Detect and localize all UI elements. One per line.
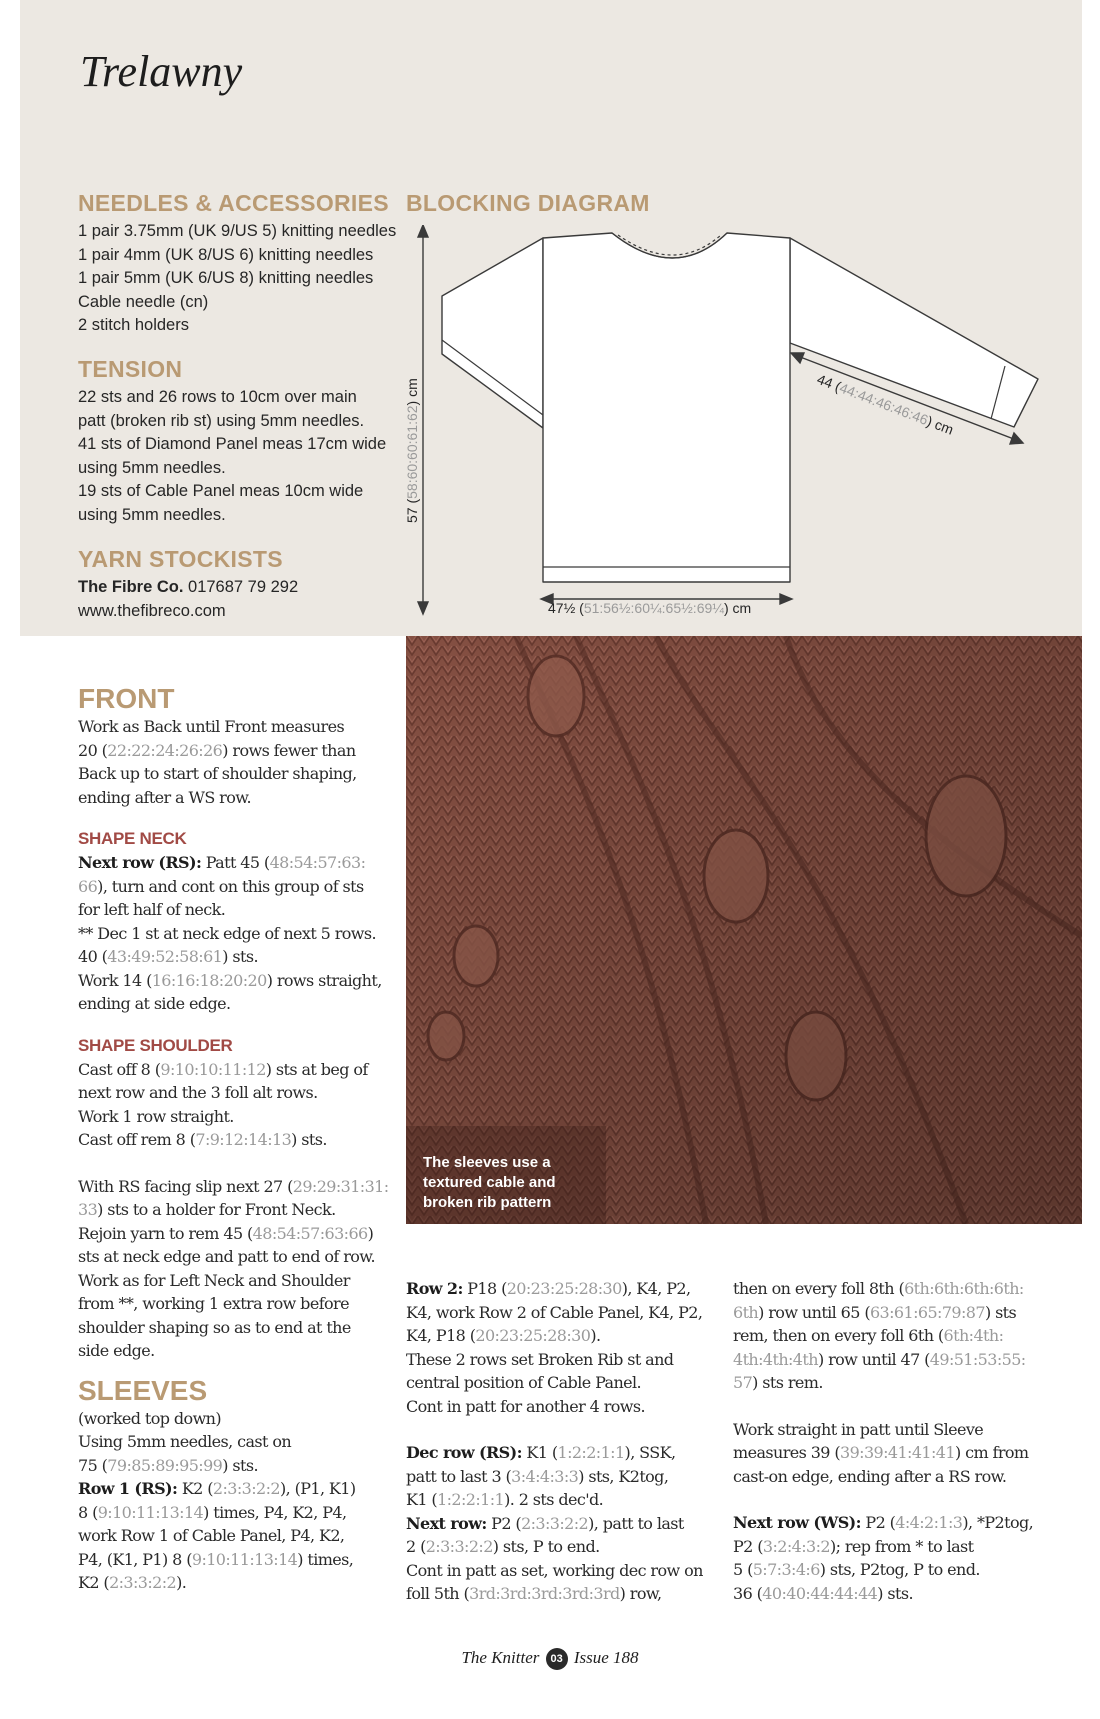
text-line	[78, 1105, 398, 1129]
text-line	[78, 875, 398, 899]
text-segment: Back up to start of shoulder shaping,	[78, 764, 357, 783]
size-values: 2:3:3:2:2	[109, 1573, 177, 1592]
text-segment: ) sts, P to end.	[492, 1537, 600, 1556]
text-segment: 20 (	[78, 740, 108, 760]
needles-list	[78, 220, 408, 338]
text-segment: These 2 rows set Broken Rib st and	[406, 1349, 674, 1369]
text-segment: sts at neck edge and patt to end of row.	[78, 1247, 375, 1266]
text-segment: ) sts.	[222, 947, 258, 966]
size-values: 48:54:57:63:66	[252, 1223, 368, 1243]
tension-heading: TENSION	[78, 356, 183, 382]
text-line	[78, 1081, 398, 1105]
text-segment: ) times, P4, K2, P4,	[203, 1502, 347, 1522]
text-line	[78, 992, 398, 1016]
text-segment: P2 (	[733, 1536, 763, 1556]
issue-number: Issue 188	[573, 1648, 639, 1667]
size-values: 3rd:3rd:3rd:3rd:3rd	[469, 1584, 620, 1603]
text-line	[406, 1488, 726, 1512]
size-values: 39:39:41:41:41	[840, 1443, 955, 1462]
size-values: 6th	[733, 1302, 759, 1322]
text-line	[78, 1128, 398, 1152]
sleeves-heading: SLEEVES	[78, 1374, 208, 1406]
text-segment: P4, (K1, P1) 8 (	[78, 1549, 192, 1569]
text-segment: K4, work Row 2 of Cable Panel, K4, P2,	[406, 1302, 703, 1322]
size-values: 20:23:25:28:30	[475, 1326, 591, 1345]
bold-label: Next row (RS):	[78, 853, 202, 872]
text-segment: 5 (	[733, 1560, 753, 1579]
shape-neck-heading: SHAPE NECK	[78, 829, 187, 848]
text-segment: ) sts	[984, 1302, 1017, 1322]
text-line	[78, 1339, 398, 1363]
size-values: 2:3:3:2:2	[521, 1513, 589, 1533]
text-line	[78, 1548, 398, 1572]
text-segment: ) rows straight,	[266, 970, 382, 990]
text-line	[78, 1175, 398, 1199]
text-segment: )	[367, 1223, 374, 1243]
text-segment: foll 5th (	[406, 1584, 470, 1603]
text-segment: 75 (	[78, 1455, 108, 1475]
page-footer	[0, 1648, 1100, 1670]
tension-line: patt (broken rib st) using 5mm needles.	[78, 411, 365, 430]
size-values: 5:7:3:4:6	[752, 1560, 820, 1579]
bold-label: Dec row (RS):	[406, 1443, 522, 1462]
size-values: 3:4:4:3:3	[511, 1466, 579, 1486]
text-line	[78, 1524, 398, 1548]
text-segment: ) sts, K2tog,	[578, 1466, 669, 1486]
next-row-text	[733, 1511, 1073, 1605]
bold-label: Row 2:	[406, 1279, 463, 1298]
text-line	[78, 898, 398, 922]
text-line	[733, 1371, 1073, 1395]
text-line	[733, 1465, 1073, 1489]
needles-item: 1 pair 5mm (UK 6/US 8) knitting needles	[78, 269, 374, 287]
text-segment: Work 14 (	[78, 970, 152, 990]
size-values: 2:3:3:2:2	[425, 1537, 493, 1556]
sleeve-column-3	[733, 1277, 1073, 1605]
text-line	[733, 1324, 1073, 1348]
text-segment: ). 2 sts dec'd.	[504, 1490, 604, 1509]
text-segment: patt to last 3 (	[406, 1466, 512, 1486]
text-segment: K1 (	[521, 1443, 558, 1462]
text-line	[78, 1430, 398, 1454]
text-segment: ending at side edge.	[78, 994, 231, 1013]
text-segment: K2 (	[177, 1479, 213, 1498]
text-segment: Cast off rem 8 (	[78, 1130, 196, 1149]
front-heading: FRONT	[78, 683, 175, 714]
text-line	[406, 1371, 726, 1395]
text-line	[78, 715, 398, 739]
text-line	[78, 739, 398, 763]
text-segment: ) sts at beg of	[265, 1059, 368, 1079]
text-line	[733, 1301, 1073, 1325]
magazine-name: The Knitter	[461, 1648, 540, 1667]
text-segment: ) row until 47 (	[817, 1349, 930, 1369]
shape-shoulder-text	[78, 1058, 398, 1152]
size-values: 57	[733, 1373, 753, 1392]
then-text	[733, 1277, 1073, 1395]
needles-item: 2 stitch holders	[78, 316, 189, 334]
rs-facing-text	[78, 1175, 398, 1363]
needles-item: 1 pair 3.75mm (UK 9/US 5) knitting needles	[78, 222, 397, 240]
text-segment: Work as for Left Neck and Shoulder	[78, 1270, 350, 1290]
text-segment: shoulder shaping so as to end at the	[78, 1317, 351, 1337]
size-values: 3:2:4:3:2	[762, 1536, 830, 1556]
text-segment: ) sts.	[877, 1583, 913, 1603]
size-values: 4th:4th:4th	[733, 1349, 818, 1369]
size-values: 7:9:12:14:13	[195, 1130, 292, 1149]
row2-text	[406, 1277, 726, 1418]
size-values: 29:29:31:31:	[292, 1176, 389, 1196]
knit-texture-photo	[406, 636, 1082, 1224]
text-segment: Using 5mm needles, cast on	[78, 1432, 292, 1451]
text-segment: Cast off 8 (	[78, 1059, 161, 1079]
size-values: 49:51:53:55:	[929, 1349, 1026, 1369]
needles-item: Cable needle (cn)	[78, 292, 209, 311]
text-segment: Cont in patt as set, working dec row on	[406, 1560, 703, 1580]
text-line	[733, 1582, 1073, 1606]
text-line	[78, 969, 398, 993]
text-line	[78, 945, 398, 969]
tension-line: 22 sts and 26 rows to 10cm over main	[78, 388, 357, 406]
tension-section	[78, 356, 408, 527]
text-line	[733, 1535, 1073, 1559]
page-title: Trelawny	[80, 47, 243, 96]
bold-label: Next row (WS):	[733, 1513, 861, 1532]
text-segment: Rejoin yarn to rem 45 (	[78, 1223, 253, 1243]
size-values: 2:3:3:2:2	[212, 1479, 280, 1498]
text-line	[733, 1511, 1073, 1535]
text-line	[406, 1582, 726, 1606]
text-segment: cast-on edge, ending after a RS row.	[733, 1466, 1007, 1486]
text-line	[78, 922, 398, 946]
length-label: 57 (58:60:60:61:62) cm	[404, 378, 420, 523]
text-segment: ) sts rem.	[752, 1373, 823, 1392]
text-segment: ).	[176, 1573, 187, 1592]
blocking-diagram	[395, 225, 1055, 625]
needles-section	[78, 190, 408, 338]
needles-heading: NEEDLES & ACCESSORIES	[78, 190, 389, 216]
stockist-website[interactable]: www.thefibreco.com	[78, 601, 226, 620]
size-values: 9:10:11:13:14	[97, 1502, 204, 1522]
text-line	[78, 1407, 398, 1431]
sleeve-length-label: 44 (44:44:46:46:46) cm	[814, 370, 956, 438]
text-segment: ) sts, P2tog, P to end.	[819, 1560, 980, 1579]
photo-caption: The sleeves use a textured cable and broken rib pattern	[423, 1154, 556, 1211]
text-segment: ) rows fewer than	[222, 740, 356, 760]
size-values: 79:85:89:95:99	[107, 1455, 223, 1475]
size-values: 43:49:52:58:61	[107, 947, 223, 966]
text-line	[733, 1441, 1073, 1465]
text-segment: P18 (	[462, 1279, 507, 1298]
text-line	[78, 1454, 398, 1478]
text-segment: ), turn and cont on this group of sts	[97, 876, 364, 896]
text-segment: 36 (	[733, 1583, 763, 1603]
text-line	[733, 1558, 1073, 1582]
text-segment: 2 (	[406, 1537, 426, 1556]
text-segment: ) sts.	[291, 1130, 327, 1149]
text-line	[733, 1418, 1073, 1442]
text-segment: ).	[590, 1326, 601, 1345]
right-sleeve	[790, 238, 1038, 427]
sleeve-column-2	[406, 1277, 726, 1606]
page-number: 03	[546, 1648, 568, 1670]
size-values: 16:16:18:20:20	[151, 970, 267, 990]
left-sleeve	[442, 238, 543, 428]
blocking-heading: BLOCKING DIAGRAM	[406, 190, 650, 216]
size-values: 66	[78, 876, 98, 896]
text-segment: ending after a WS row.	[78, 787, 251, 807]
text-line	[78, 1571, 398, 1595]
text-segment: ) sts to a holder for Front Neck.	[97, 1200, 336, 1219]
text-segment: then on every foll 8th (	[733, 1279, 905, 1298]
work-straight-text	[733, 1418, 1073, 1489]
text-segment: 8 (	[78, 1502, 98, 1522]
text-segment: rem, then on every foll 6th (	[733, 1326, 944, 1345]
text-segment: Patt 45 (	[201, 853, 270, 872]
text-segment: ), (P1, K1)	[279, 1479, 356, 1498]
size-values: 9:10:10:11:12	[160, 1059, 266, 1079]
text-segment: P2 (	[486, 1513, 522, 1533]
text-segment: ), SSK,	[624, 1443, 676, 1462]
text-line	[406, 1395, 726, 1419]
size-values: 48:54:57:63:	[269, 853, 366, 872]
text-segment: Cont in patt for another 4 rows.	[406, 1396, 645, 1416]
text-line	[78, 1198, 398, 1222]
size-values: 6th:6th:6th:6th:	[904, 1279, 1024, 1298]
text-segment: ) cm from	[954, 1443, 1029, 1462]
front-intro	[78, 715, 398, 809]
size-values: 6th:4th:	[943, 1326, 1004, 1345]
text-line	[78, 1269, 398, 1293]
text-line	[78, 1292, 398, 1316]
text-segment: ), patt to last	[588, 1513, 684, 1533]
tension-line: 41 sts of Diamond Panel meas 17cm wide	[78, 435, 387, 453]
text-line	[406, 1465, 726, 1489]
text-segment: P2 (	[860, 1513, 896, 1532]
size-values: 63:61:65:79:87	[869, 1302, 985, 1322]
text-segment: With RS facing slip next 27 (	[78, 1176, 293, 1196]
size-values: 4:4:2:1:3	[895, 1513, 963, 1532]
text-segment: ), K4, P2,	[621, 1279, 691, 1298]
needles-item: 1 pair 4mm (UK 8/US 6) knitting needles	[78, 245, 374, 264]
size-values: 1:2:2:1:1	[437, 1490, 505, 1509]
text-line	[78, 1316, 398, 1340]
text-line	[78, 851, 398, 875]
stockist-name: The Fibre Co.	[78, 578, 184, 596]
tension-line: using 5mm needles.	[78, 458, 226, 477]
shape-neck-text	[78, 851, 398, 1016]
text-segment: K2 (	[78, 1573, 110, 1592]
stockists-section	[78, 546, 408, 623]
text-line	[78, 1501, 398, 1525]
text-segment: side edge.	[78, 1341, 155, 1360]
size-values: 1:2:2:1:1	[557, 1443, 625, 1462]
text-segment: ) row until 65 (	[758, 1302, 870, 1322]
size-values: 20:23:25:28:30	[506, 1279, 622, 1298]
text-line	[406, 1348, 726, 1372]
bold-label: Row 1 (RS):	[78, 1479, 178, 1498]
text-line	[78, 1477, 398, 1501]
text-line	[406, 1301, 726, 1325]
width-label: 47½ (51:56½:60¼:65½:69¼) cm	[548, 600, 752, 616]
text-segment: ) times,	[297, 1549, 354, 1569]
shape-shoulder-heading: SHAPE SHOULDER	[78, 1035, 233, 1055]
stockist-phone: 017687 79 292	[188, 578, 299, 596]
text-line	[78, 1245, 398, 1269]
sweater-body	[543, 233, 790, 582]
tension-line: 19 sts of Cable Panel meas 10cm wide	[78, 482, 364, 500]
text-segment: ** Dec 1 st at neck edge of next 5 rows.	[78, 923, 376, 943]
text-line	[733, 1348, 1073, 1372]
tension-text	[78, 386, 408, 527]
sleeves-text	[78, 1407, 398, 1595]
size-values: 9:10:11:13:14	[191, 1549, 298, 1569]
size-values: 22:22:24:26:26	[107, 740, 223, 760]
text-segment: Work as Back until Front measures	[78, 717, 345, 736]
text-line	[406, 1512, 726, 1536]
text-segment: K4, P18 (	[406, 1326, 476, 1345]
stockists-heading: YARN STOCKISTS	[78, 546, 283, 572]
text-line	[406, 1277, 726, 1301]
bold-label: Next row:	[406, 1513, 487, 1533]
text-segment: for left half of neck.	[78, 900, 226, 919]
text-line	[78, 786, 398, 810]
text-line	[406, 1324, 726, 1348]
text-line	[78, 762, 398, 786]
text-segment: ) row,	[619, 1584, 662, 1603]
text-segment: K1 (	[406, 1490, 438, 1509]
text-segment: from **, working 1 extra row before	[78, 1294, 349, 1313]
text-segment: (worked top down)	[78, 1408, 222, 1428]
text-segment: ); rep from * to last	[829, 1536, 974, 1556]
tension-line: using 5mm needles.	[78, 505, 226, 524]
size-values: 40:40:44:44:44	[762, 1583, 878, 1603]
text-segment: Work straight in patt until Sleeve	[733, 1419, 984, 1439]
text-line	[78, 1058, 398, 1082]
size-values: 33	[78, 1200, 98, 1219]
text-segment: ), *P2tog,	[962, 1513, 1034, 1532]
front-section	[78, 683, 398, 1595]
text-segment: measures 39 (	[733, 1443, 840, 1462]
text-segment: ) sts.	[222, 1455, 258, 1475]
dec-row-text	[406, 1441, 726, 1606]
text-line	[406, 1535, 726, 1559]
text-line	[406, 1559, 726, 1583]
text-segment: Work 1 row straight.	[78, 1106, 234, 1126]
text-segment: central position of Cable Panel.	[406, 1373, 642, 1392]
text-line	[78, 1222, 398, 1246]
text-segment: 40 (	[78, 947, 108, 966]
text-segment: work Row 1 of Cable Panel, P4, K2,	[78, 1526, 345, 1545]
text-segment: next row and the 3 foll alt rows.	[78, 1083, 318, 1102]
text-line	[733, 1277, 1073, 1301]
text-line	[406, 1441, 726, 1465]
